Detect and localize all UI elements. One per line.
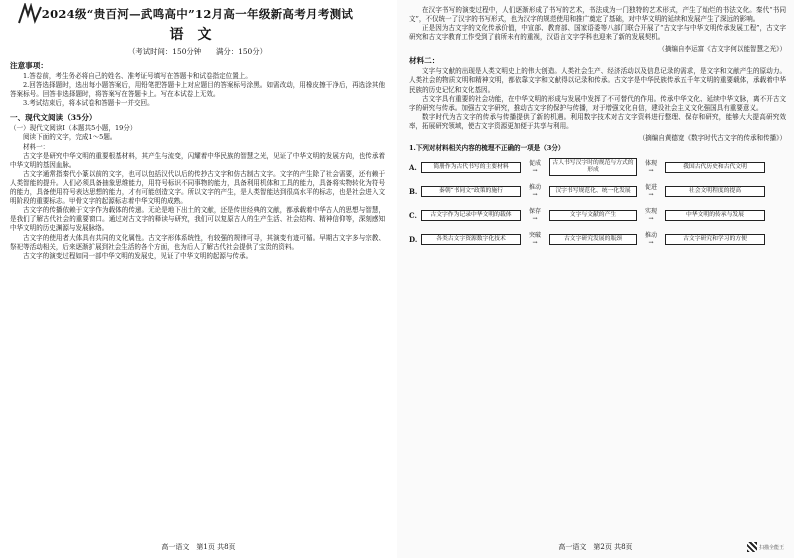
paragraph: 正是因为古文字的文化传承价值，中宣部、教育部、国家语委等八部门联合开展了“古文字与中华文明传承发展工程”，古文字研究和古文字教育工作受到了前所未有的重视，汉语言文字学科也迎来了新的发展契机。	[409, 24, 786, 42]
diagram-box: 古文字研究发展的瓶颈	[549, 234, 637, 245]
school-logo-icon	[16, 3, 44, 25]
option-letter: B.	[409, 186, 418, 196]
diagram-box: 我国古代历史和古代文明	[665, 162, 765, 173]
option-letter: A.	[409, 162, 417, 172]
material-label: 材料二：	[409, 56, 440, 66]
diagram-box: 古人书写汉字时的规范与方式的形成	[549, 158, 637, 176]
page-footer: 高一语文 第2页 共8页	[558, 543, 633, 551]
diagram-row	[409, 180, 786, 202]
option-letter: D.	[409, 234, 418, 244]
arrow-label: 保存 →	[528, 208, 541, 223]
paragraph: 数字时代为古文字的传承与传播提供了新的机遇。利用数字技术对古文字资料进行整理、保存和研究，能够大大提高研究效率，拓展研究领域，使古文字资源更加便于共享与利用。	[409, 112, 786, 130]
arrow-text: 实现	[644, 208, 657, 216]
paragraph: 古文字的传播依赖于文字作为载体的传递。无论是地下出土的文献，还是传世经典的文献，都承载着中华古人的思想与智慧，是我们了解古代社会的重要窗口。通过对古文字的释读与研究，我们可以复原古人的生产生活、社会结构、精神信仰等，深刻感知中华文明的历史渊源与发展脉络。	[10, 206, 385, 233]
notice-heading: 注意事项：	[10, 61, 48, 70]
arrow-label: 促进 →	[644, 184, 657, 199]
arrow-label: 促成 →	[528, 160, 541, 175]
arrow-text: 促成	[528, 160, 541, 168]
diagram-row	[409, 204, 786, 226]
source-citation: （摘编自李运富《古文字何以能智慧之光》）	[658, 45, 786, 54]
diagram-box: 社会文明程度的提高	[665, 186, 765, 197]
qr-code-icon	[747, 542, 757, 552]
arrow-label: 体现 →	[644, 160, 657, 175]
diagram-box: 古文字研究和学习的方便	[665, 234, 765, 245]
section-heading: 一、现代文阅读（35分）	[10, 113, 97, 123]
arrow-label: 推动 →	[528, 184, 541, 199]
paragraph: 古文字的演变过程如同一部中华文明的发展史，见证了中华文明的起源与传承。	[23, 251, 253, 260]
diagram-box: 文字与文献的产生	[549, 210, 637, 221]
arrow-label: 实现 →	[644, 208, 657, 223]
paragraph: 古文字具有重要的社会功能，在中华文明的形成与发展中发挥了不可替代的作用。传承中华文化、延续中华文脉，离不开古文字的研究与传承。加强古文字研究，推动古文字的保护与传播，对于增强文化自信，建设社会主义文化强国具有重要意义。	[409, 94, 786, 112]
notice-item: 1.答卷前，考生务必将自己的姓名、准考证号填写在答题卡和试卷指定位置上。	[23, 72, 252, 80]
arrow-text: 保存	[528, 208, 541, 216]
arrow-text: 推动	[644, 232, 657, 240]
paragraph: 古文字的使用者大体具有共同的文化属性。古文字形体系统性，有较强的规律可寻，其演变有迹可循。早期古文字多与宗教、祭祀等活动相关，后来逐渐扩展到社会生活的各个方面，也为后人了解古代社会提供了宝贵的资料。	[10, 233, 385, 251]
diagram-box: 汉字书写规范化、统一化发展	[549, 186, 637, 197]
exam-title: 2024级“贵百河—武鸣高中”12月高一年级新高考月考测试	[41, 7, 354, 21]
diagram-box: 中华文明的传承与发展	[665, 210, 765, 221]
diagram-box: 简册作为古代书写的主要材料	[421, 162, 521, 173]
page-footer: 高一语文 第1页 共8页	[161, 543, 236, 551]
notice-item: 2.回答选择题时，选出每小题答案后，用铅笔把答题卡上对应题目的答案标号涂黑。如需改动，用橡皮擦干净后，再选涂其他答案标号。回答非选择题时，将答案写在答题卡上。写在本试卷上无效。	[10, 81, 385, 99]
scanner-stamp	[747, 542, 784, 552]
arrow-text: 推动	[528, 184, 541, 192]
arrow-label: 突破 →	[528, 232, 541, 247]
paragraph: 古文字通常指秦代小篆以前的文字，也可以包括汉代以后的传抄古文字和仿古制古文字。文字的产生除了社会需要，还有赖于人类智能的提升。人们必须具备抽象思维能力，用符号标识不同事物的能力，具备利用机体和工具的能力，具备将实物转化为符号的能力，具备使用符号表达思想的能力，才有可能创造文字。所以文字的产生，是人类智能达到很高水平的标志，也是社会进入文明阶段的重要标志。甲骨文字的起源标志着中华文明的成熟。	[10, 169, 385, 206]
diagram-row	[409, 228, 786, 250]
arrow-text: 促进	[644, 184, 657, 192]
diagram-box: 秦朝“书同文”政策的施行	[421, 186, 521, 197]
subsection-heading: （一）现代文阅读Ⅰ（本题共5小题，19分）	[10, 124, 137, 133]
arrow-text: 突破	[528, 232, 541, 240]
flow-diagram	[409, 156, 786, 250]
notice-item: 3.考试结束后，将本试卷和答题卡一并交回。	[23, 99, 154, 108]
paragraph: 古文字是研究中华文明的重要根基材料，其产生与流变，闪耀着中华民族的智慧之光，见证了中华文明的发展方向，也传承着中华文明的基因血脉。	[10, 151, 385, 169]
question-stem: 1.下列对材料相关内容的梳理不正确的一项是（3分）	[409, 144, 565, 153]
option-letter: C.	[409, 210, 417, 220]
arrow-text: 体现	[644, 160, 657, 168]
arrow-label: 推动 →	[644, 232, 657, 247]
stamp-label: 扫描全能王	[758, 544, 784, 551]
exam-info: （考试时间：150分钟 满分：150分）	[127, 47, 268, 56]
paragraph: 在汉字书写的演变过程中，人们逐渐形成了书写的艺术，书法成为一门独特的艺术形式，产生了灿烂的书法文化。秦代“书同文”，不仅统一了汉字的书写形式，也为汉字的规范使用和推广奠定了基础，对中华文明的延续和发展产生了深远的影响。	[409, 6, 786, 24]
diagram-row	[409, 156, 786, 178]
source-citation: （摘编自黄德宽《数字时代古文字的传承和传播》）	[638, 134, 786, 143]
paragraph: 文字与文献的出现是人类文明史上的伟大创造。人类社会生产、经济活动以及信息记录的需求，是文字和文献产生的原动力。人类社会的物质文明和精神文明，都依靠文字和文献得以记录和传承。古文字是中华民族传承五千年文明的重要载体，承载着中华民族的历史记忆和文化基因。	[409, 67, 786, 94]
material-label: 材料一：	[23, 142, 50, 151]
diagram-box: 各类古文字资源数字化技术	[421, 234, 521, 245]
page-right	[397, 0, 794, 558]
exam-subject: 语文	[169, 27, 226, 43]
instruction: 阅读下面的文字，完成1～5题。	[23, 133, 117, 142]
diagram-box: 古文字作为记录中华文明的载体	[421, 210, 521, 221]
